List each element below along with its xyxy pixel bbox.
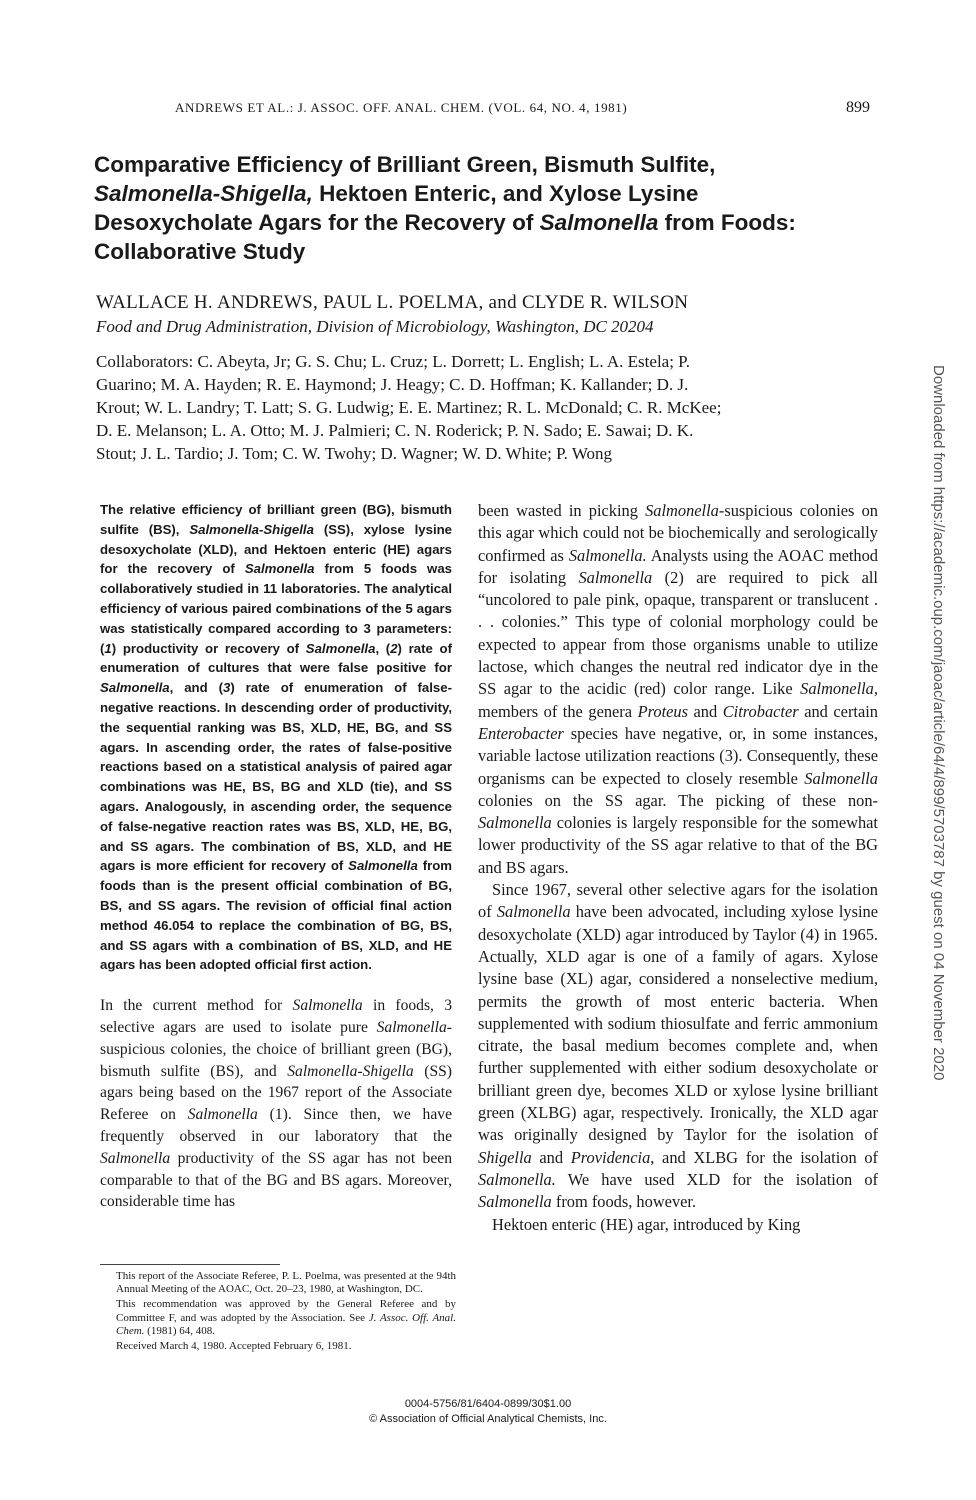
abstract-text: , ( — [375, 640, 391, 656]
abstract — [100, 500, 452, 975]
abstract-text: The relative efficiency of brilliant green (BG), bismuth sulfite (BS), — [100, 502, 452, 537]
body-italic: Providencia — [570, 1147, 651, 1167]
body-italic: Salmonella, — [800, 679, 878, 699]
intro-text: in foods, 3 selective agars are used to isolate pure — [100, 997, 453, 1036]
body-text: Since 1967, several other selective agars for the isolation of — [478, 880, 878, 922]
paragraph — [478, 500, 878, 879]
paragraph: Hektoen enteric (HE) agar, introduced by King — [492, 1214, 801, 1234]
footnote-text: (1981) 64, 408. — [147, 1324, 215, 1337]
running-head: ANDREWS ET AL.: J. ASSOC. OFF. ANAL. CHEM. (VOL. 64, NO. 4, 1981) — [175, 100, 628, 115]
introduction — [100, 995, 452, 1213]
body-italic: Proteus — [637, 701, 688, 721]
title-italic: Salmonella-Shigella, — [94, 181, 313, 206]
title-text: from Foods: — [664, 210, 796, 235]
abstract-number: 3 — [222, 680, 231, 696]
footnotes — [116, 1270, 456, 1355]
body-italic: Salmonella — [478, 813, 552, 833]
body-text: (2) are required to pick all “uncolored to pale pink, opaque, transparent or translucent . . . colonies.” This type of colonial morphology could be expected to appear from those organisms unable to utilize lactose, which changes the neutral red indicator dye in the SS agar to the acidic (red) color range. Like — [478, 567, 878, 699]
download-watermark: Downloaded from https://academic.oup.com/jaoac/article/64/4/899/5703787 by guest on 04 November 2020 — [930, 365, 947, 1081]
abstract-text: from foods than is the present official combination of BG, BS, and SS agars. The revision of official final action method 46.054 to replace the combination of BG, BS, and SS agars with a combination of BS, XLD, and HE agars has been adopted official first action. — [100, 858, 453, 973]
intro-text: (1). Since then, we have frequently observed in our laboratory that the — [100, 1106, 452, 1145]
intro-italic: Salmonella — [292, 997, 363, 1015]
abstract-italic: Salmonella-Shigella — [189, 521, 314, 537]
collaborators-line: D. E. Melanson; L. A. Otto; M. J. Palmieri; C. N. Roderick; P. N. Sado; E. Sawai; D. K. — [96, 421, 694, 440]
article-title — [94, 150, 874, 266]
intro-italic: Salmonella-Shigella — [287, 1062, 414, 1080]
body-text: colonies is largely responsible for the somewhat lower productivity of the SS agar relative to that of the BG and BS agars. — [478, 813, 878, 877]
body-italic: Salmonella. — [478, 1169, 556, 1189]
body-text: colonies on the SS agar. The picking of these non- — [478, 790, 878, 810]
body-text: have been advocated, including xylose lysine desoxycholate (XLD) agar introduced by Taylor (4) in 1965. Actually, XLD agar is one of a family of agars. Xylose lysine base (XL) agar, considered a nonselective medium, permits the growth of most enteric bacteria. When supplemented with sodium thiosulfate and ferric ammonium citrate, the basal medium becomes complete and, when further supplemented with either sodium desoxycholate or brilliant green dye, becomes XLD or xylose lysine brilliant green (XLBG) agar, respectively. Ironically, the XLD agar was originally designed by Taylor for the isolation of — [478, 902, 878, 1145]
body-italic: Shigella — [478, 1147, 532, 1167]
abstract-italic: Salmonella — [305, 640, 376, 656]
abstract-text: , and ( — [169, 680, 223, 696]
footnote — [116, 1298, 456, 1338]
abstract-text: ) productivity or recovery of — [111, 640, 300, 656]
collaborators-line: Guarino; M. A. Hayden; R. E. Haymond; J. Heagy; C. D. Hoffman; K. Kallander; D. J. — [96, 375, 689, 394]
authors: WALLACE H. ANDREWS, PAUL L. POELMA, and CLYDE R. WILSON — [96, 292, 689, 313]
abstract-number: 2 — [390, 640, 398, 656]
collaborators-line: Collaborators: C. Abeyta, Jr; G. S. Chu; L. Cruz; L. Dorrett; L. English; L. A. Estela; P. — [96, 352, 691, 371]
footnote-divider — [100, 1264, 280, 1265]
footnote-text: This recommendation was approved by the General Referee and by Committee F, and was adopted by the Association. See — [116, 1298, 456, 1324]
body-italic: Salmonella — [804, 768, 878, 788]
abstract-number: 1 — [104, 640, 112, 656]
title-text: Hektoen Enteric, and Xylose Lysine — [319, 181, 699, 206]
intro-text: In the current method for — [100, 997, 283, 1015]
abstract-italic: Salmonella — [244, 561, 315, 577]
body-italic: Citrobacter — [722, 701, 799, 721]
left-column — [100, 500, 452, 1213]
abstract-italic: Salmonella — [348, 858, 418, 874]
abstract-text: from 5 foods was collaboratively studied in 11 laboratories. The analytical efficiency of various paired combinations of the 5 agars was statistically compared according to 3 parameters: ( — [100, 561, 452, 656]
body-italic: Enterobacter — [478, 723, 564, 743]
intro-text: -suspicious colonies, the choice of brilliant green (BG), bismuth sulfite (BS), and — [100, 1018, 452, 1080]
paragraph — [478, 879, 878, 1213]
collaborators-line: Krout; W. L. Landry; T. Latt; S. G. Ludwig; E. E. Martinez; R. L. McDonald; C. R. McKee; — [96, 398, 722, 417]
title-text: Collaborative Study — [94, 239, 306, 264]
footer-code: 0004-5756/81/6404-0899/30$1.00 — [404, 1398, 572, 1410]
title-text: Comparative Efficiency of Brilliant Green, Bismuth Sulfite, — [94, 152, 716, 177]
abstract-text: ) rate of enumeration of cultures that were false positive for — [100, 640, 452, 676]
body-text: members of the genera — [478, 701, 633, 721]
abstract-italic: Salmonella — [100, 680, 170, 696]
footnote: Received March 4, 1980. Accepted February 6, 1981. — [116, 1340, 352, 1353]
body-text: and — [693, 701, 718, 721]
intro-italic: Salmonella — [100, 1149, 171, 1167]
intro-italic: Salmonella — [187, 1106, 258, 1124]
footer-copyright: © Association of Official Analytical Chemists, Inc. — [369, 1413, 607, 1425]
body-text: Analysts using the AOAC method for isolating — [478, 545, 878, 587]
intro-text: productivity of the SS agar has not been comparable to that of the BG and BS agars. Moreover, considerable time has — [100, 1149, 452, 1211]
intro-italic: Salmonella — [376, 1018, 447, 1036]
title-text: Desoxycholate Agars for the Recovery of — [94, 210, 534, 235]
abstract-text: (SS), xylose lysine desoxycholate (XLD), and Hektoen enteric (HE) agars for the recovery of — [100, 521, 453, 577]
affiliation: Food and Drug Administration, Division of Microbiology, Washington, DC 20204 — [96, 317, 654, 336]
body-text: , and XLBG for the isolation of — [650, 1147, 878, 1167]
right-column — [478, 500, 878, 1236]
title-italic: Salmonella — [539, 210, 659, 235]
abstract-text: ) rate of enumeration of false-negative reactions. In descending order of productivity, the sequential ranking was BS, XLD, HE, BG, and SS agars. In ascending order, the rates of false-positive reactions based on a statistical analysis of paired agar combinations was HE, BS, BG and XLD (tie), and SS agars. Analogously, in ascending order, the sequence of false-negative reaction rates was BS, XLD, HE, BG, and SS agars. The combination of BS, XLD, and HE agars is more efficient for recovery of — [100, 680, 452, 874]
intro-text: (SS) agars being based on the 1967 report of the Associate Referee on — [100, 1062, 452, 1124]
body-italic: Salmonella — [645, 501, 719, 520]
body-italic: Salmonella — [478, 1192, 552, 1212]
body-italic: Salmonella. — [568, 545, 647, 565]
body-text: We have used XLD for the isolation of — [567, 1169, 878, 1189]
body-italic: Salmonella — [496, 902, 571, 922]
body-text: from foods, however. — [555, 1192, 697, 1212]
collaborators — [96, 350, 886, 465]
footnote-journal: J. Assoc. Off. Anal. Chem. — [116, 1311, 456, 1337]
body-italic: Salmonella — [578, 567, 653, 587]
body-text: species have negative, or, in some instances, variable lactose utilization reactions (3). Consequently, these organisms can be expected to closely resemble — [478, 723, 878, 788]
body-text: and — [539, 1147, 564, 1167]
footnote: This report of the Associate Referee, P. L. Poelma, was presented at the 94th Annual Meeting of the AOAC, Oct. 20–23, 1980, at Washington, DC. — [116, 1270, 456, 1296]
body-text: been wasted in picking — [478, 501, 638, 520]
body-text: and certain — [804, 701, 878, 721]
body-text: -suspicious colonies on this agar which could not be biochemically and serologically confirmed as — [478, 501, 878, 565]
collaborators-line: Stout; J. L. Tardio; J. Tom; C. W. Twohy; D. Wagner; W. D. White; P. Wong — [96, 444, 613, 463]
page-number: 899 — [846, 99, 870, 116]
